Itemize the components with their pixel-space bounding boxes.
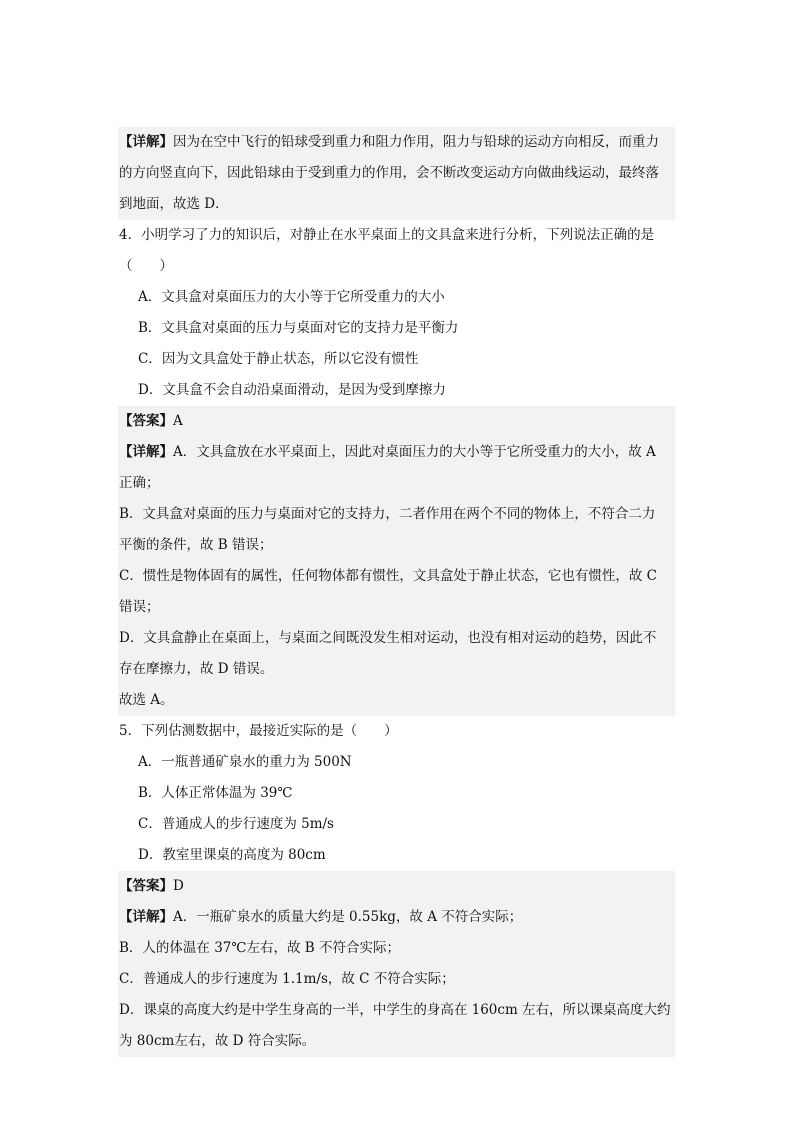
detail-line: 存在摩擦力，故 D 错误。 [118,654,675,685]
detail-line: C．惯性是物体固有的属性，任何物体都有惯性，文具盒处于静止状态，它也有惯性，故 C [118,561,675,592]
question-stem: 4．小明学习了力的知识后，对静止在水平桌面上的文具盒来进行分析，下列说法正确的是 [119,227,655,243]
detail-text: A．一瓶矿泉水的质量大约是 0.55kg，故 A 不符合实际； [173,909,523,925]
answer-line [118,406,675,437]
option-c: C．普通成人的步行速度为 5m/s [138,816,334,832]
detail-line: 故选 A。 [118,685,675,716]
detail-line [118,902,675,933]
option-d: D．文具盒不会自动沿桌面滑动，是因为受到摩擦力 [138,382,446,398]
detail-line: D．课桌的高度大约是中学生身高的一半，中学生的身高在 160cm 左右，所以课桌高度大约 [118,995,675,1026]
answer-line [118,871,675,902]
question-stem: （ ） [119,258,173,274]
option-a: A．文具盒对桌面压力的大小等于它所受重力的大小 [138,289,445,305]
option-b: B．文具盒对桌面的压力与桌面对它的支持力是平衡力 [138,320,459,336]
detail-line: 到地面，故选 D． [118,189,675,220]
answer-value: D [173,878,184,894]
option-b: B．人体正常体温为 39℃ [138,785,293,801]
option-d: D．教室里课桌的高度为 80cm [138,847,326,863]
detail-line [118,437,675,468]
detail-line: 为 80cm左右，故 D 符合实际。 [118,1026,675,1057]
option-c: C．因为文具盒处于静止状态，所以它没有惯性 [138,351,419,367]
option-a: A．一瓶普通矿泉水的重力为 500N [138,754,352,770]
detail-line: C．普通成人的步行速度为 1.1m/s，故 C 不符合实际； [118,964,675,995]
detail-line: D．文具盒静止在桌面上，与桌面之间既没发生相对运动，也没有相对运动的趋势，因此不 [118,623,675,654]
detail-line: 正确； [118,468,675,499]
detail-label: 【详解】 [119,134,173,150]
detail-line: 的方向竖直向下，因此铅球由于受到重力的作用，会不断改变运动方向做曲线运动，最终落 [118,158,675,189]
detail-label: 【详解】 [119,909,173,925]
detail-label: 【详解】 [119,444,173,460]
detail-text: A．文具盒放在水平桌面上，因此对桌面压力的大小等于它所受重力的大小，故 A [173,444,656,460]
detail-line: 错误； [118,592,675,623]
detail-line: B．人的体温在 37℃左右，故 B 不符合实际； [118,933,675,964]
detail-line: B．文具盒对桌面的压力与桌面对它的支持力，二者作用在两个不同的物体上，不符合二力 [118,499,675,530]
question-stem: 5．下列估测数据中，最接近实际的是（ ） [119,723,398,739]
answer-label: 【答案】 [119,878,173,894]
answer-value: A [173,413,183,429]
detail-text: 因为在空中飞行的铅球受到重力和阻力作用，阻力与铅球的运动方向相反，而重力 [173,134,659,150]
detail-line [118,127,675,158]
detail-line: 平衡的条件，故 B 错误； [118,530,675,561]
answer-label: 【答案】 [119,413,173,429]
